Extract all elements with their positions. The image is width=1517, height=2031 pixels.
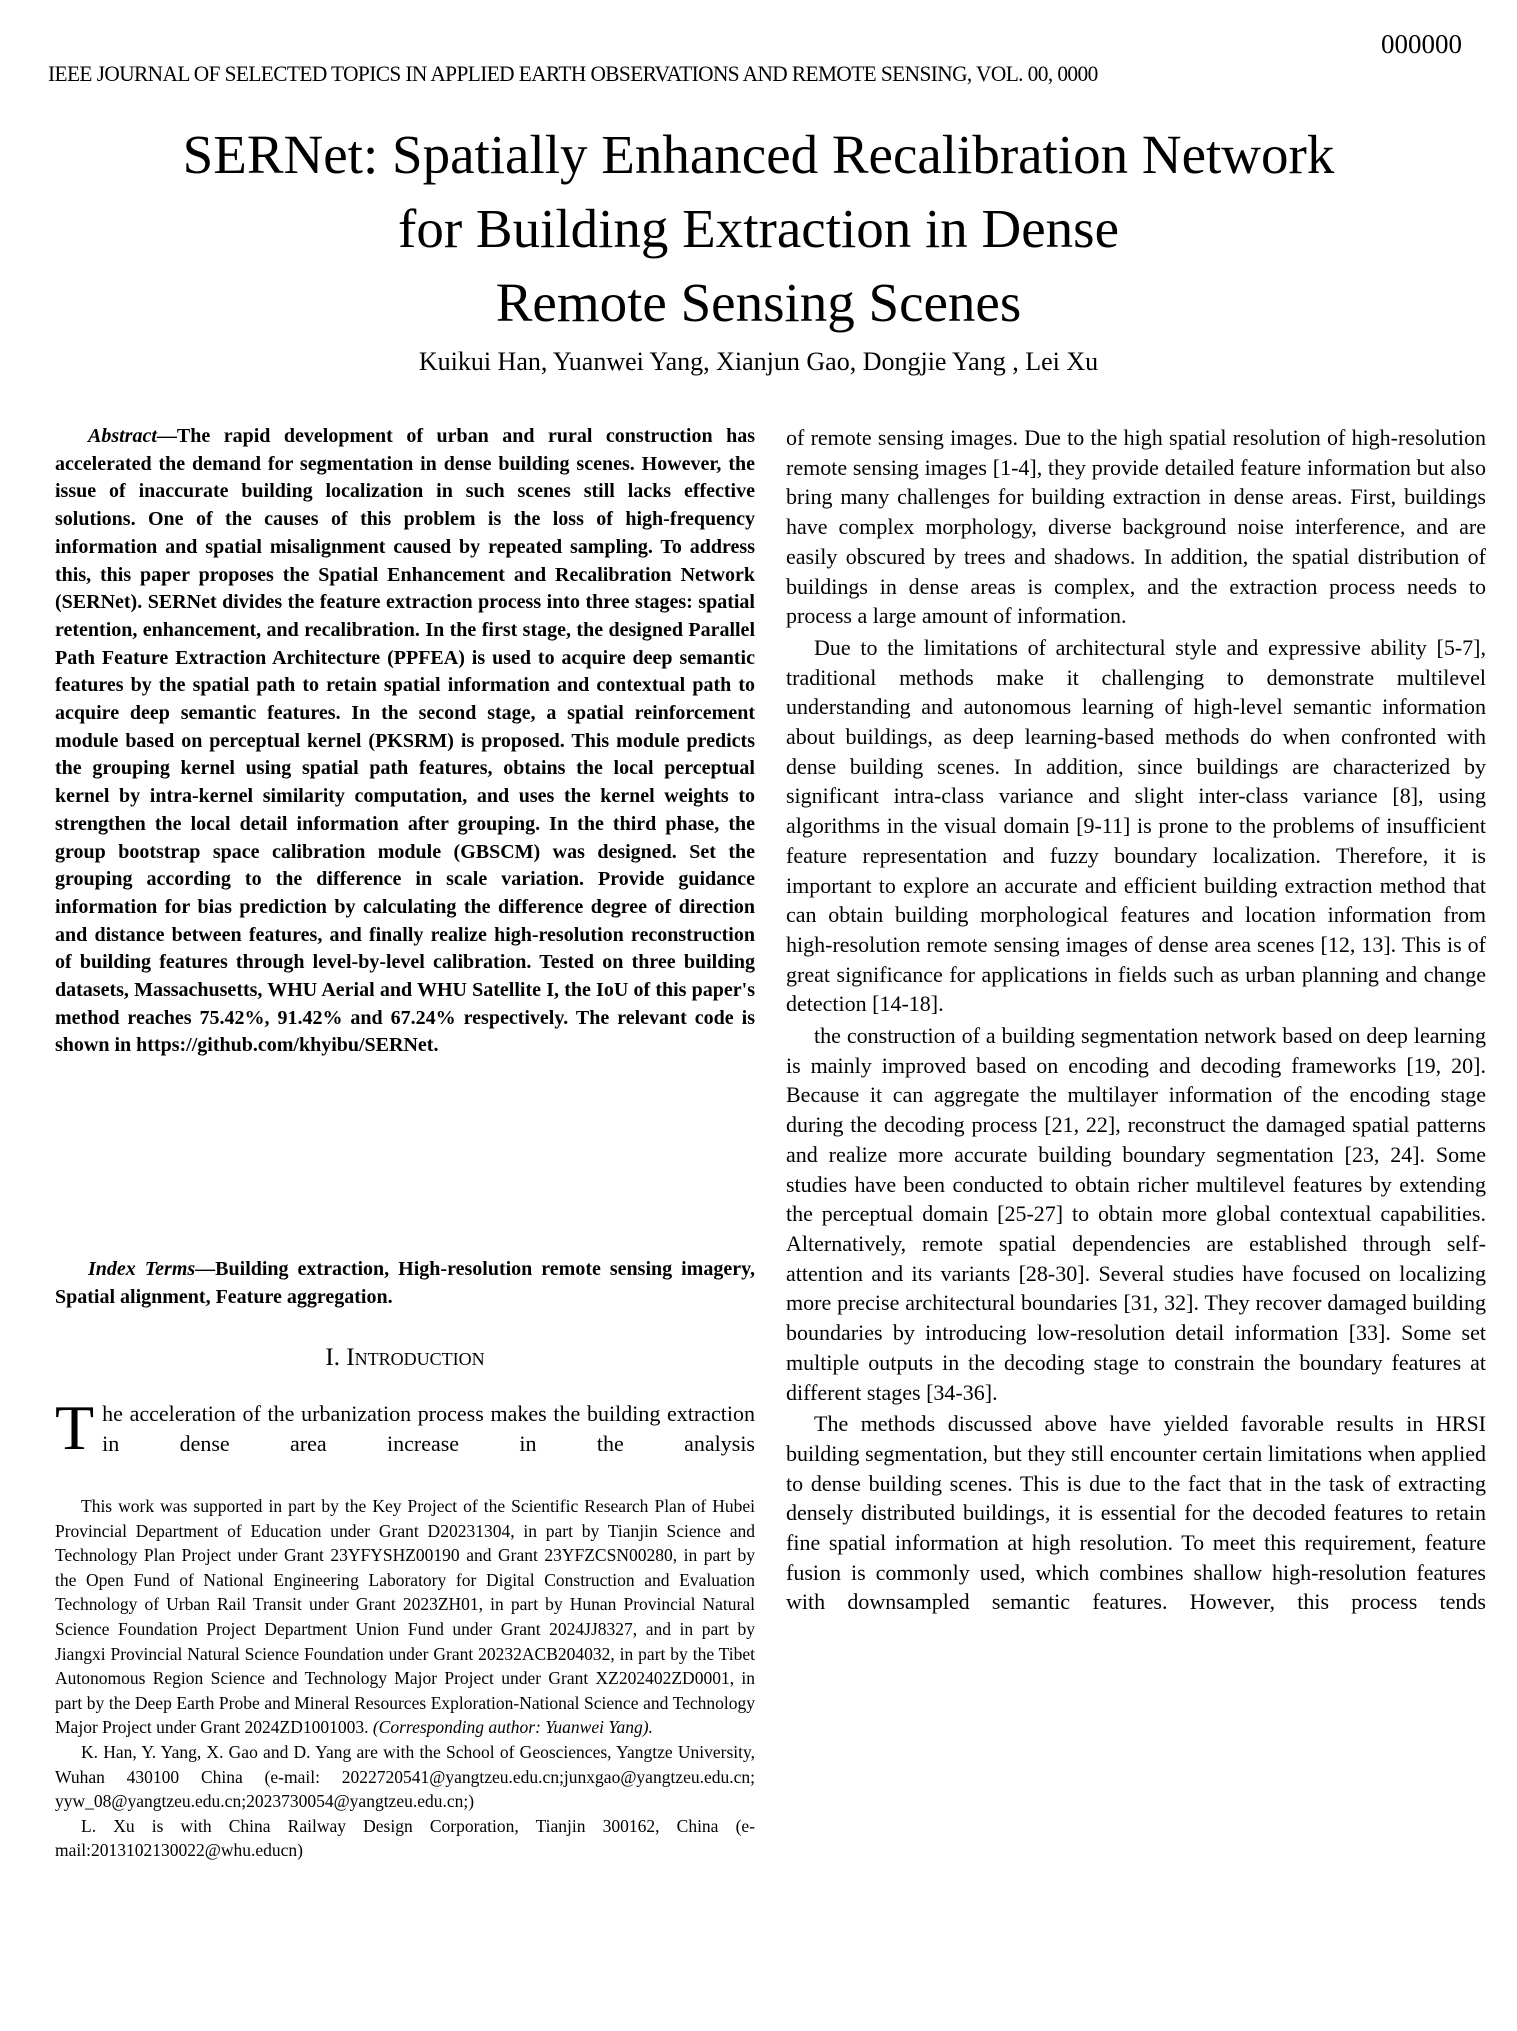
index-terms-text: —Building extraction, High-resolution remote sensing imagery, Spatial alignment, Feature aggregation. xyxy=(55,1258,755,1308)
abstract-paragraph xyxy=(55,423,755,1060)
dropcap-letter: T xyxy=(55,1392,95,1463)
author-list: Kuikui Han, Yuanwei Yang, Xianjun Gao, Dongjie Yang , Lei Xu xyxy=(418,347,1099,376)
title-line-2: for Building Extraction in Dense xyxy=(398,198,1119,259)
title-line-3: Remote Sensing Scenes xyxy=(495,272,1022,333)
index-terms-paragraph xyxy=(55,1256,755,1311)
index-terms-label: Index Terms xyxy=(88,1258,196,1280)
footnote-block xyxy=(55,1494,755,1863)
right-column xyxy=(786,423,1486,1617)
manuscript-number: 000000 xyxy=(1381,29,1462,59)
section-heading-introduction: I. Introduction xyxy=(325,1344,485,1371)
journal-header: IEEE JOURNAL OF SELECTED TOPICS IN APPLIED EARTH OBSERVATIONS AND REMOTE SENSING, VOL. 00, 0000 xyxy=(48,61,1098,86)
affiliation-footnote-2: L. Xu is with China Railway Design Corporation, Tianjin 300162, China (e-mail:2013102130022@whu.educn) xyxy=(55,1815,755,1861)
paper-title xyxy=(0,118,1517,340)
introduction-text: he acceleration of the urbanization process makes the building extraction in dense area increase in the analysis xyxy=(102,1401,755,1456)
corresponding-author-note: (Corresponding author: Yuanwei Yang). xyxy=(372,1717,653,1738)
funding-footnote xyxy=(55,1494,755,1740)
body-paragraph: The methods discussed above have yielded favorable results in HRSI building segmentation, but they still encounter certain limitations when applied to dense building scenes. This is due to the fact that in the task of extracting densely distributed buildings, it is essential for the decoded features to retain fine spatial information at high resolution. To meet this requirement, feature fusion is commonly used, which combines shallow high-resolution features with downsampled semantic features. However, this process tends xyxy=(786,1411,1486,1615)
body-paragraph: the construction of a building segmentation network based on deep learning is mainly improved based on encoding and decoding frameworks [19, 20]. Because it can aggregate the multilayer information of the encoding stage during the decoding process [21, 22], reconstruct the damaged spatial patterns and realize more accurate building boundary segmentation [23, 24]. Some studies have been conducted to obtain richer multilevel features by extending the perceptual domain [25-27] to obtain more global contextual capabilities. Alternatively, remote spatial dependencies are established through self-attention and its variants [28-30]. Several studies have focused on localizing more precise architectural boundaries [31, 32]. They recover damaged building boundaries by introducing low-resolution detail information [33]. Some set multiple outputs in the decoding stage to constrain the boundary features at different stages [34-36]. xyxy=(786,1023,1486,1405)
abstract-text: —The rapid development of urban and rural construction has accelerated the demand for segmentation in dense building scenes. However, the issue of inaccurate building localization in such scenes still lacks effective solutions. One of the causes of this problem is the loss of high-frequency information and spatial misalignment caused by repeated sampling. To address this, this paper proposes the Spatial Enhancement and Recalibration Network (SERNet). SERNet divides the feature extraction process into three stages: spatial retention, enhancement, and recalibration. In the first stage, the designed Parallel Path Feature Extraction Architecture (PPFEA) is used to acquire deep semantic features by the spatial path to retain spatial information and contextual path to acquire deep semantic features. In the second stage, a spatial reinforcement module based on perceptual kernel (PKSRM) is proposed. This module predicts the grouping kernel using spatial path features, obtains the local perceptual kernel by intra-kernel similarity computation, and uses the kernel weights to strengthen the local detail information after grouping. In the third phase, the group bootstrap space calibration module (GBSCM) was designed. Set the grouping according to the difference in scale variation. Provide guidance information for bias prediction by calculating the difference degree of direction and distance between features, and finally realize high-resolution reconstruction of building features through level-by-level calibration. Tested on three building datasets, Massachusetts, WHU Aerial and WHU Satellite I, the IoU of this paper's method reaches 75.42%, 91.42% and 67.24% respectively. The relevant code is shown in https://github.com/khyibu/SERNet. xyxy=(55,425,755,1057)
introduction-paragraph xyxy=(55,1392,755,1463)
affiliation-footnote-1: K. Han, Y. Yang, X. Gao and D. Yang are with the School of Geosciences, Yangtze University, Wuhan 430100 China (e-mail: 2022720541@yangtzeu.edu.cn;junxgao@yangtzeu.edu.cn; yyw_08@yangtzeu.edu.cn;2023730054@yangtzeu.edu.cn;) xyxy=(55,1741,755,1812)
body-paragraph: of remote sensing images. Due to the high spatial resolution of high-resolution remote sensing images [1-4], they provide detailed feature information but also bring many challenges for building extraction in dense areas. First, buildings have complex morphology, diverse background noise interference, and are easily obscured by trees and shadows. In addition, the spatial distribution of buildings in dense areas is complex, and the extraction process needs to process a large amount of information. xyxy=(786,425,1486,629)
body-paragraph: Due to the limitations of architectural style and expressive ability [5-7], traditional methods make it challenging to demonstrate multilevel understanding and autonomous learning of high-level semantic information about buildings, as deep learning-based methods do when confronted with dense building scenes. In addition, since buildings are characterized by significant intra-class variance and slight inter-class variance [8], using algorithms in the visual domain [9-11] is prone to the problems of insufficient feature representation and fuzzy boundary localization. Therefore, it is important to explore an accurate and efficient building extraction method that can obtain building morphological features and location information from high-resolution remote sensing images of dense area scenes [12, 13]. This is of great significance for applications in fields such as urban planning and change detection [14-18]. xyxy=(786,634,1486,1017)
funding-text: This work was supported in part by the Key Project of the Scientific Research Plan of Hubei Provincial Department of Education under Grant D20231304, in part by Tianjin Science and Technology Plan Project under Grant 23YFYSHZ00190 and Grant 23YFZCSN00280, in part by the Open Fund of National Engineering Laboratory for Digital Construction and Evaluation Technology of Urban Rail Transit under Grant 2023ZH01, in part by Hunan Provincial Natural Science Foundation Project Department Union Fund under Grant 2024JJ8327, and in part by Jiangxi Provincial Natural Science Foundation under Grant 20232ACB204032, in part by the Tibet Autonomous Region Science and Technology Major Project under Grant XZ202402ZD0001, in part by the Deep Earth Probe and Mineral Resources Exploration-National Science and Technology Major Project under Grant 2024ZD1001003. xyxy=(55,1496,755,1738)
title-line-1: SERNet: Spatially Enhanced Recalibration Network xyxy=(182,124,1335,185)
abstract-label: Abstract xyxy=(88,425,157,447)
